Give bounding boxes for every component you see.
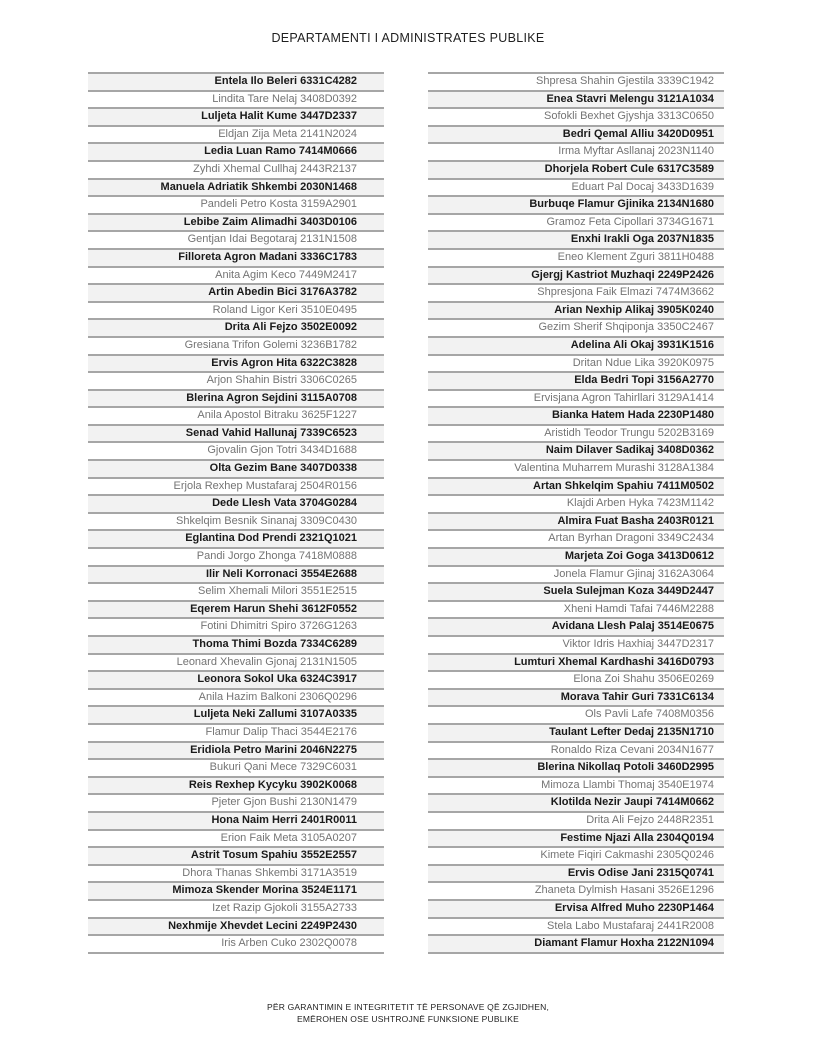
list-item: Naim Dilaver Sadikaj 3408D0362 <box>428 441 724 459</box>
page-title: DEPARTAMENTI I ADMINISTRATES PUBLIKE <box>271 31 545 45</box>
list-item: Bianka Hatem Hada 2230P1480 <box>428 406 724 424</box>
list-item: Valentina Muharrem Murashi 3128A1384 <box>428 459 724 477</box>
list-item: Shpresa Shahin Gjestila 3339C1942 <box>428 72 724 90</box>
list-item: Erion Faik Meta 3105A0207 <box>88 829 384 847</box>
list-item: Arjon Shahin Bistri 3306C0265 <box>88 371 384 389</box>
list-item: Arian Nexhip Alikaj 3905K0240 <box>428 301 724 319</box>
list-item: Anila Hazim Balkoni 2306Q0296 <box>88 688 384 706</box>
list-item: Eridiola Petro Marini 2046N2275 <box>88 741 384 759</box>
list-item: Dede Llesh Vata 3704G0284 <box>88 494 384 512</box>
list-item: Almira Fuat Basha 2403R0121 <box>428 512 724 530</box>
list-item: Anila Apostol Bitraku 3625F1227 <box>88 406 384 424</box>
list-item: Lumturi Xhemal Kardhashi 3416D0793 <box>428 653 724 671</box>
list-item: Drita Ali Fejzo 2448R2351 <box>428 811 724 829</box>
list-item: Kimete Fiqiri Cakmashi 2305Q0246 <box>428 846 724 864</box>
list-item: Klotilda Nezir Jaupi 7414M0662 <box>428 793 724 811</box>
list-item: Eqerem Harun Shehi 3612F0552 <box>88 600 384 618</box>
list-item: Stela Labo Mustafaraj 2441R2008 <box>428 917 724 935</box>
list-item: Izet Razip Gjokoli 3155A2733 <box>88 899 384 917</box>
list-item: Shpresjona Faik Elmazi 7474M3662 <box>428 283 724 301</box>
list-item: Entela Ilo Beleri 6331C4282 <box>88 72 384 90</box>
list-item: Senad Vahid Hallunaj 7339C6523 <box>88 424 384 442</box>
list-item: Thoma Thimi Bozda 7334C6289 <box>88 635 384 653</box>
list-item: Leonard Xhevalin Gjonaj 2131N1505 <box>88 653 384 671</box>
list-item: Enea Stavri Melengu 3121A1034 <box>428 90 724 108</box>
list-item: Shkelqim Besnik Sinanaj 3309C0430 <box>88 512 384 530</box>
list-item: Reis Rexhep Kycyku 3902K0068 <box>88 776 384 794</box>
list-item: Klajdi Arben Hyka 7423M1142 <box>428 494 724 512</box>
list-item: Xheni Hamdi Tafai 7446M2288 <box>428 600 724 618</box>
list-item: Gresiana Trifon Golemi 3236B1782 <box>88 336 384 354</box>
list-item: Eduart Pal Docaj 3433D1639 <box>428 178 724 196</box>
list-item: Manuela Adriatik Shkembi 2030N1468 <box>88 178 384 196</box>
footer-line-2: EMËROHEN OSE USHTROJNË FUNKSIONE PUBLIKE <box>297 1014 519 1024</box>
list-item: Hona Naim Herri 2401R0011 <box>88 811 384 829</box>
list-item: Avidana Llesh Palaj 3514E0675 <box>428 617 724 635</box>
list-item: Adelina Ali Okaj 3931K1516 <box>428 336 724 354</box>
list-item: Blerina Agron Sejdini 3115A0708 <box>88 389 384 407</box>
list-item: Bedri Qemal Alliu 3420D0951 <box>428 125 724 143</box>
list-item: Enxhi Irakli Oga 2037N1835 <box>428 230 724 248</box>
list-item: Lebibe Zaim Alimadhi 3403D0106 <box>88 213 384 231</box>
list-item: Artan Shkelqim Spahiu 7411M0502 <box>428 477 724 495</box>
list-item: Filloreta Agron Madani 3336C1783 <box>88 248 384 266</box>
list-item: Mimoza Skender Morina 3524E1171 <box>88 881 384 899</box>
list-item: Gezim Sherif Shqiponja 3350C2467 <box>428 318 724 336</box>
list-item: Ervisa Alfred Muho 2230P1464 <box>428 899 724 917</box>
list-item: Mimoza Llambi Thomaj 3540E1974 <box>428 776 724 794</box>
list-item: Pandi Jorgo Zhonga 7418M0888 <box>88 547 384 565</box>
list-item: Ledia Luan Ramo 7414M0666 <box>88 142 384 160</box>
list-item: Nexhmije Xhevdet Lecini 2249P2430 <box>88 917 384 935</box>
list-item: Anita Agim Keco 7449M2417 <box>88 266 384 284</box>
list-item: Artan Byrhan Dragoni 3349C2434 <box>428 529 724 547</box>
list-item: Astrit Tosum Spahiu 3552E2557 <box>88 846 384 864</box>
list-item: Gentjan Idai Begotaraj 2131N1508 <box>88 230 384 248</box>
list-item: Eldjan Zija Meta 2141N2024 <box>88 125 384 143</box>
list-item: Gjergj Kastriot Muzhaqi 2249P2426 <box>428 266 724 284</box>
list-item: Leonora Sokol Uka 6324C3917 <box>88 670 384 688</box>
list-item: Gjovalin Gjon Totri 3434D1688 <box>88 441 384 459</box>
list-item: Ronaldo Riza Cevani 2034N1677 <box>428 741 724 759</box>
list-item: Lindita Tare Nelaj 3408D0392 <box>88 90 384 108</box>
name-list-column-left <box>88 72 384 954</box>
list-item: Dhora Thanas Shkembi 3171A3519 <box>88 864 384 882</box>
list-item: Dhorjela Robert Cule 6317C3589 <box>428 160 724 178</box>
list-item: Roland Ligor Keri 3510E0495 <box>88 301 384 319</box>
list-item: Elda Bedri Topi 3156A2770 <box>428 371 724 389</box>
list-item: Ervis Odise Jani 2315Q0741 <box>428 864 724 882</box>
list-item: Ervis Agron Hita 6322C3828 <box>88 354 384 372</box>
list-item: Suela Sulejman Koza 3449D2447 <box>428 582 724 600</box>
list-item: Irma Myftar Asllanaj 2023N1140 <box>428 142 724 160</box>
list-item: Zhaneta Dylmish Hasani 3526E1296 <box>428 881 724 899</box>
list-item: Sofokli Bexhet Gjyshja 3313C0650 <box>428 107 724 125</box>
list-item: Zyhdi Xhemal Cullhaj 2443R2137 <box>88 160 384 178</box>
list-item: Artin Abedin Bici 3176A3782 <box>88 283 384 301</box>
list-item: Elona Zoi Shahu 3506E0269 <box>428 670 724 688</box>
list-item: Burbuqe Flamur Gjinika 2134N1680 <box>428 195 724 213</box>
list-item: Olta Gezim Bane 3407D0338 <box>88 459 384 477</box>
list-item: Drita Ali Fejzo 3502E0092 <box>88 318 384 336</box>
list-item: Pjeter Gjon Bushi 2130N1479 <box>88 793 384 811</box>
list-item: Luljeta Halit Kume 3447D2337 <box>88 107 384 125</box>
list-item: Fotini Dhimitri Spiro 3726G1263 <box>88 617 384 635</box>
footer-line-1: PËR GARANTIMIN E INTEGRITETIT TË PERSONAVE QË ZGJIDHEN, <box>266 1002 550 1012</box>
list-item: Luljeta Neki Zallumi 3107A0335 <box>88 705 384 723</box>
list-item: Erjola Rexhep Mustafaraj 2504R0156 <box>88 477 384 495</box>
list-item: Iris Arben Cuko 2302Q0078 <box>88 934 384 952</box>
list-item: Bukuri Qani Mece 7329C6031 <box>88 758 384 776</box>
list-item: Blerina Nikollaq Potoli 3460D2995 <box>428 758 724 776</box>
list-item: Selim Xhemali Milori 3551E2515 <box>88 582 384 600</box>
list-item: Ilir Neli Korronaci 3554E2688 <box>88 565 384 583</box>
list-item: Morava Tahir Guri 7331C6134 <box>428 688 724 706</box>
list-item: Dritan Ndue Lika 3920K0975 <box>428 354 724 372</box>
list-item: Diamant Flamur Hoxha 2122N1094 <box>428 934 724 952</box>
list-item: Pandeli Petro Kosta 3159A2901 <box>88 195 384 213</box>
list-item: Eglantina Dod Prendi 2321Q1021 <box>88 529 384 547</box>
list-item: Eneo Klement Zguri 3811H0488 <box>428 248 724 266</box>
list-item: Jonela Flamur Gjinaj 3162A3064 <box>428 565 724 583</box>
list-item: Aristidh Teodor Trungu 5202B3169 <box>428 424 724 442</box>
list-item: Viktor Idris Haxhiaj 3447D2317 <box>428 635 724 653</box>
list-item: Festime Njazi Alla 2304Q0194 <box>428 829 724 847</box>
page-footer <box>0 1001 816 1025</box>
list-item: Ols Pavli Lafe 7408M0356 <box>428 705 724 723</box>
list-item: Gramoz Feta Cipollari 3734G1671 <box>428 213 724 231</box>
list-item: Taulant Lefter Dedaj 2135N1710 <box>428 723 724 741</box>
list-item: Ervisjana Agron Tahirllari 3129A1414 <box>428 389 724 407</box>
name-list-column-right <box>428 72 724 954</box>
list-item: Flamur Dalip Thaci 3544E2176 <box>88 723 384 741</box>
list-item: Marjeta Zoi Goga 3413D0612 <box>428 547 724 565</box>
